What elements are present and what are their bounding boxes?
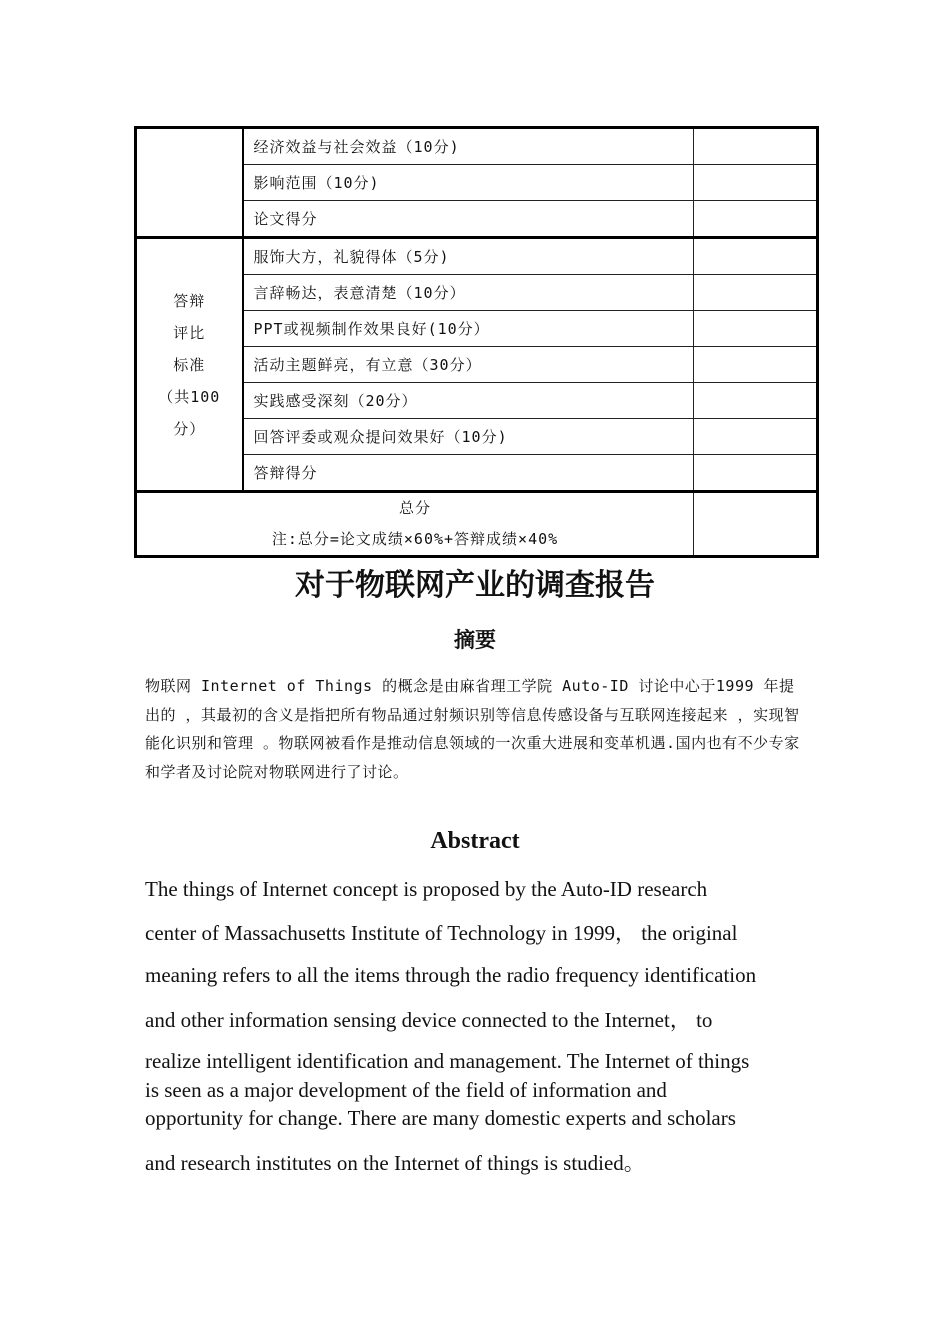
paper-criteria-category-cell [136,128,243,238]
criterion-label: 影响范围（10分) [243,165,694,201]
score-cell [694,383,818,419]
category-line: 分） [173,419,206,438]
abstract-chinese-text: 物联网 Internet of Things 的概念是由麻省理工学院 Auto-ID 讨论中心于1999 年提出的 ，其最初的含义是指把所有物品通过射频识别等信息传感设备与互联网连接起来 ，实现智能化识别和管理 。物联网被看作是推动信息领域的一次重大进展和变革机遇.国内也有不少专家和学者及讨论院对物联网进行了讨论。 [145,677,800,781]
score-cell [694,238,818,275]
criterion-label: 活动主题鲜亮，有立意（30分） [243,347,694,383]
criterion-label: 回答评委或观众提问效果好（10分) [243,419,694,455]
category-line: 评比 [173,323,206,342]
criterion-label: 言辞畅达，表意清楚（10分） [243,275,694,311]
table-row [136,238,818,275]
score-cell [694,128,818,165]
criterion-label: PPT或视频制作效果良好(10分） [243,311,694,347]
category-line: 标准 [173,355,206,374]
criterion-label: 论文得分 [243,201,694,238]
total-score-cell [694,492,818,557]
scoring-criteria-table [134,126,819,558]
abstract-english-line: The things of Internet concept is proposed by the Auto-ID research [145,877,708,901]
abstract-english-line: realize intelligent identification and management. The Internet of things [145,1049,750,1073]
abstract-english-line: opportunity for change. There are many domestic experts and scholars [145,1106,736,1130]
report-title: 对于物联网产业的调查报告 [295,568,655,603]
abstract-english-line: and other information sensing device connected to the Internet， to [145,1008,713,1032]
score-cell [694,311,818,347]
total-cell [136,492,694,557]
abstract-english-line: and research institutes on the Internet of things is studied。 [145,1151,645,1175]
score-cell [694,419,818,455]
criterion-label: 答辩得分 [243,455,694,492]
defense-criteria-category-cell [136,238,243,492]
total-note: 注:总分=论文成绩×60%+答辩成绩×40% [271,530,559,548]
criterion-label: 经济效益与社会效益（10分) [243,128,694,165]
category-line: 答辩 [173,291,206,310]
score-cell [694,201,818,238]
score-cell [694,455,818,492]
score-cell [694,275,818,311]
abstract-english-heading: Abstract [430,828,520,854]
table-row [136,128,818,165]
abstract-english-line: is seen as a major development of the field of information and [145,1078,667,1102]
total-label: 总分 [398,499,431,517]
category-line: （共100 [158,387,221,406]
criterion-label: 实践感受深刻（20分） [243,383,694,419]
abstract-english-line: center of Massachusetts Institute of Technology in 1999， the original [145,921,738,945]
abstract-english-line: meaning refers to all the items through the radio frequency identification [145,963,757,987]
score-cell [694,347,818,383]
total-row [136,492,818,557]
abstract-heading: 摘要 [454,628,496,652]
criterion-label: 服饰大方，礼貌得体（5分) [243,238,694,275]
score-cell [694,165,818,201]
